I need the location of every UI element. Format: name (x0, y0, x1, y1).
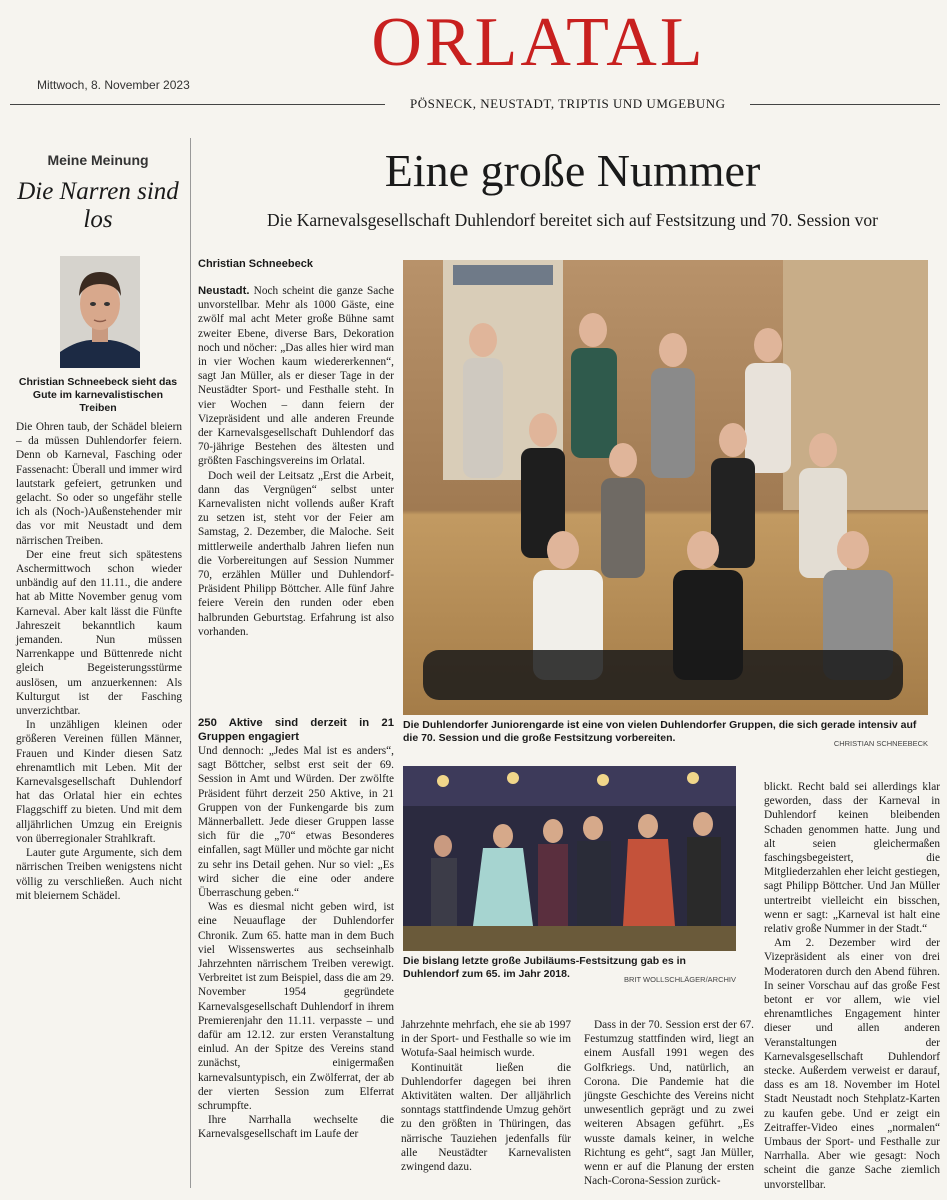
header-rule-left (10, 104, 385, 105)
paragraph: Dass in der 70. Session erst der 67. Festumzug stattfinden wird, liegt an einem Ausfall 1991 wegen des Golfkriegs. Und, natürlich, an Corona. Die Pandemie hat die jüngste Geschichte des Vereins nicht unwesentlich geprägt und zu zwei weiteren Absagen geführt. „Es wusste damals keiner, in welche Richtung es geht“, sagt Jan Müller, wenn er auf die Planung der ersten Nach-Corona-Session zurück- (584, 1019, 754, 1188)
paragraph: Was es diesmal nicht geben wird, ist eine Neuauflage der Duhlendorfer Chronik. Zum 65. hatte man in dem Buch viel Wissenswertes aus sechseinhalb Jahrzehnten närrischem Treiben verewigt. Verbreitet ist zum Beispiel, dass die am 29. November 1954 gegründete Karnevalsgesellschaft Duhlendorf in ihrem Premierenjahr den 11.11. verpasste – und dafür am 12.12. zur ersten Veranstaltung einlud. An der Spitze des Vereins stand zunächst, einigermaßen karnevalsuntypisch, ein Zwölferrat, der ab der vierten Session zum Elferrat schrumpfte. (198, 901, 394, 1113)
author-portrait (60, 256, 140, 368)
article-col-1 (198, 284, 394, 639)
photo-credit: BRIT WOLLSCHLÄGER/ARCHIV (624, 975, 736, 984)
paragraph: Ihre Narrhalla wechselte die Karnevalsgesellschaft im Laufe der (198, 1114, 394, 1141)
region-line: PÖSNECK, NEUSTADT, TRIPTIS UND UMGEBUNG (410, 96, 726, 111)
paragraph: Kontinuität ließen die Duhlendorfer dagegen bei ihren Aktivitäten walten. Der alljährlich sonntags stattfindende Umzug gehört zu den größten in Thüringen, das närrische Tauziehen jedenfalls für alle Neustädter Karnevalisten zwingend dazu. (401, 1061, 571, 1174)
masthead: ORLATAL (371, 4, 706, 81)
opinion-headline: Die Narren sind los (17, 178, 179, 233)
paragraph: Doch weil der Leitsatz „Erst die Arbeit, dann das Vergnügen“ selbst unter Karnevalisten nicht vollends außer Kraft zu setzen ist, steht vor der Feier am Samstag, 2. Dezember, die Maloche. Seit mittlerweile anderthalb Jahren liefen nun die Vorbereitungen auf Session Nummer 70, erzählen Müller und Duhlendorf-Präsident Philipp Böttcher. Alle fünf Jahre feiere Verein den runden oder eben halbrunden Geburtstag. Erfahrung ist also vorhanden. (198, 469, 394, 638)
column-divider (190, 138, 191, 1188)
article-col-1b (198, 716, 394, 1142)
paragraph: Der eine freut sich spätestens Aschermittwoch schon wieder unbändig auf den 11.11., die andere hat ab Mitte November genug vom Karneval. Aber kalt lässt die Fünfte Jahreszeit bekanntlich kaum jemanden. Nun müssen Narrenkappe und Büttenrede nicht gleich Begeisterungsstürme auslösen, um anzuerkennen: Als Kulturgut ist der Fasching unverzichtbar. (16, 548, 182, 718)
photo-caption: Die bislang letzte große Jubiläums-Festsitzung gab es in Duhlendorf zum 65. im Jahr 2018. (403, 955, 686, 980)
photo-festsitzung-2018 (403, 766, 736, 951)
article-col-3 (584, 1018, 754, 1188)
opinion-body (16, 420, 182, 903)
byline: Christian Schneebeck (198, 258, 313, 270)
opinion-label: Meine Meinung (47, 152, 149, 168)
photo-junior-guard (403, 260, 928, 715)
article-col-4 (764, 780, 940, 1192)
portrait-caption: Christian Schneebeck sieht das Gute im karnevalistischen Treiben (18, 376, 178, 414)
article-col-2 (401, 1018, 571, 1174)
paragraph: Lauter gute Argumente, sich dem närrischen Treiben wenigstens nicht völlig zu verschließen. Auch nicht mit bleiernem Schädel. (16, 847, 182, 902)
photo-credit: CHRISTIAN SCHNEEBECK (833, 739, 928, 748)
article-headline: Eine große Nummer (384, 145, 761, 196)
paragraph: Die Ohren taub, der Schädel bleiern – da müssen Duhlendorfer feiern. Denn ob Karneval, Fasching oder Fassenacht: Überall und immer wird lautstark gefeiert, getrunken und gelacht. So oder so ungefähr stelle ich als (Noch-)Außenstehender mir das vor mit Neustadt und dem närrischen Treiben. (16, 421, 182, 547)
paragraph: blickt. Recht bald sei allerdings klar geworden, dass der Karneval in Duhlendorf keinen bleibenden Schaden genommen hatte. Jung und alt seien gleichermaßen faschingsbegeistert, die Mitgliederzahlen eher leicht gestiegen, sagt Philipp Böttcher. Und Jan Müller untertreibt vielleicht ein bisschen, wenn er sagt: „Karneval ist halt eine relativ große Nummer in der Stadt.“ (764, 781, 940, 936)
issue-date: Mittwoch, 8. November 2023 (37, 78, 190, 92)
paragraph: In unzähligen kleinen oder größeren Vereinen füllen Männer, Frauen und Kinder diesen Satz ehrenamtlich mit Leben. Mit der Karnevalsgesellschaft Duhlendorf hat das Orlatal hier ein echtes Flaggschiff zu bieten. Und mit dem alljährlichen Umzug ein Ereignis von überregionaler Strahlkraft. (16, 719, 182, 845)
section-subhead: 250 Aktive sind derzeit in 21 Gruppen engagiert (198, 717, 394, 743)
dateline: Neustadt. (198, 285, 250, 297)
article-subheadline: Die Karnevalsgesellschaft Duhlendorf bereitet sich auf Festsitzung und 70. Session vor (267, 210, 878, 230)
paragraph: Am 2. Dezember wird der Vizepräsident als einer von drei Moderatoren durch den Abend führen. In seiner Vorschau auf das große Fest betont er vor allem, wie viel ehrenamtliches Engagement hinter dieser und allen anderen Veranstaltungen der Karnevalsgesellschaft Duhlendorf stecke. Außerdem verweist er darauf, dass es am 18. November im Hotel Stadt Neustadt noch Stehplatz-Karten zu kaufen gebe. Und er zeigt ein Zeitraffer-Video eines „normalen“ Umbaus der Sport- und Festhalle zur Narrhalla. Aber wie gesagt: Noch scheint die ganze Sache ziemlich unvorstellbar. (764, 937, 940, 1191)
paragraph: Jahrzehnte mehrfach, ehe sie ab 1997 in der Sport- und Festhalle so wie im Wotufa-Saal heimisch wurde. (401, 1019, 571, 1060)
photo-caption: Die Duhlendorfer Juniorengarde ist eine von vielen Duhlendorfer Gruppen, die sich gerade intensiv auf die 70. Session und die große Festsitzung vorbereiten. (403, 719, 917, 744)
header-rule-right (750, 104, 940, 105)
paragraph: Noch scheint die ganze Sache unvorstellbar. Mehr als 1000 Gäste, eine zwölf mal acht Meter große Bühne samt zweiter Ebene, diverse Bars, Dekoration noch und nöcher: „Das alles hier wird man in vier Wochen kaum wiedererkennen“, sagt Jan Müller, als er dieser Tage in der Neustädter Sport- und Festhalle steht. In vier Wochen – dann feiern der Vizepräsident und alle anderen Freunde der Karnevalsgesellschaft Duhlendorf das 70-jährige Bestehen des ältesten und größten Faschingsvereins im Orlatal. (198, 285, 394, 468)
paragraph: Und dennoch: „Jedes Mal ist es anders“, sagt Böttcher, selbst erst seit der 69. Session in Amt und Würden. Der zwölfte Präsident führt derzeit 250 Aktive, in 21 Gruppen von der Funkengarde bis zum Männerballett. Jede dieser Gruppen lasse sich für die „70“ etwas Besonderes einfallen, sagt Müller und möchte gar nicht zu sehr ins Detail gehen. Nur so viel: „Es wird sicher die eine oder andere Überraschung geben.“ (198, 745, 394, 900)
